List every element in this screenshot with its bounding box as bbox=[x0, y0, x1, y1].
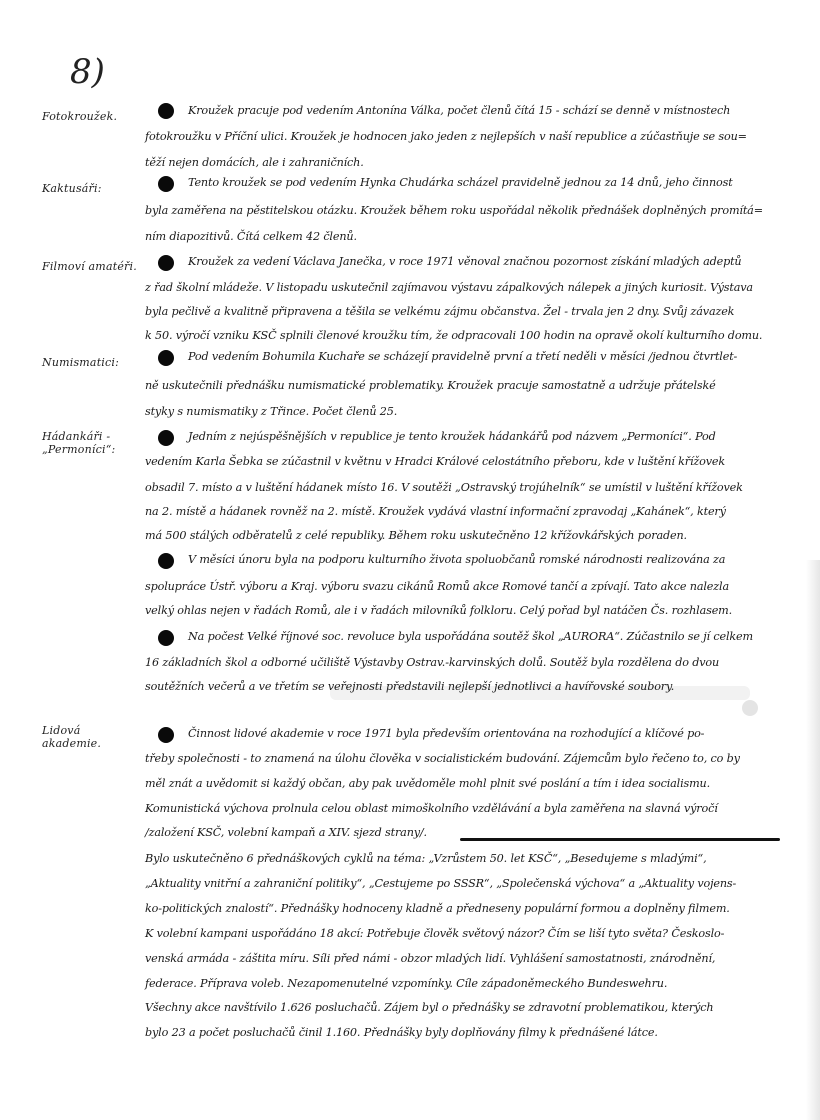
section-line: Činnost lidové akademie v roce 1971 byla především orientována na rozhodující a klíčové po- bbox=[188, 727, 705, 740]
section-line: /založení KSČ, volební kampaň a XIV. sjezd strany/. bbox=[145, 826, 427, 839]
section-line: bylo 23 a počet posluchačů činil 1.160. Přednášky byly doplňovány filmy k přednášené látce. bbox=[145, 1026, 658, 1039]
section-line: velký ohlas nejen v řadách Romů, ale i v řadách milovníků folkloru. Celý pořad byl natáčen Čs. rozhlasem. bbox=[145, 604, 733, 617]
section-line: styky s numismatiky z Třince. Počet členů 25. bbox=[145, 405, 398, 418]
section-line: byla pečlivě a kvalitně připravena a těšila se velkému zájmu občanstva. Žel - trvala jen 2 dny. Svůj závazek bbox=[145, 305, 735, 318]
section-line: vedením Karla Šebka se zúčastnil v květnu v Hradci Králové celostátního přeboru, kde v luštění křížovek bbox=[145, 455, 726, 468]
section-line: Všechny akce navštívilo 1.626 posluchačů. Zájem byl o přednášky se zdravotní problematikou, kterých bbox=[145, 1001, 714, 1014]
bullet-icon bbox=[158, 727, 174, 743]
section-line: fotokroužku v Příční ulici. Kroužek je hodnocen jako jeden z nejlepších v naší republice a zúčastňuje se sou= bbox=[145, 130, 747, 143]
section-line: na 2. místě a hádanek rovněž na 2. místě. Kroužek vydává vlastní informační zpravodaj „Kahánek“, který bbox=[145, 505, 726, 518]
bullet-icon bbox=[158, 350, 174, 366]
section-line: Kroužek pracuje pod vedením Antonína Válka, počet členů čítá 15 - schází se denně v místnostech bbox=[188, 104, 731, 117]
section-line: ně uskutečnili přednášku numismatické problematiky. Kroužek pracuje samostatně a udržuje přátelské bbox=[145, 379, 716, 392]
section-label-lidova-akademie: Lidová akademie. bbox=[42, 724, 102, 750]
section-line: Na počest Velké říjnové soc. revoluce byla uspořádána soutěž škol „AURORA“. Zúčastnilo se jí celkem bbox=[188, 630, 753, 643]
section-line: těží nejen domácích, ale i zahraničních. bbox=[145, 156, 364, 169]
underline-rule bbox=[460, 838, 780, 841]
bullet-icon bbox=[158, 430, 174, 446]
section-line: Jedním z nejúspěšnějších v republice je tento kroužek hádankářů pod názvem „Permoníci“. Pod bbox=[188, 430, 716, 443]
section-line: ním diapozitivů. Čítá celkem 42 členů. bbox=[145, 230, 357, 243]
section-line: Kroužek za vedení Václava Janečka, v roce 1971 věnoval značnou pozornost získání mladých adeptů bbox=[188, 255, 742, 268]
section-line: soutěžních večerů a ve třetím se veřejnosti představili nejlepší jednotlivci a havířovské soubory. bbox=[145, 680, 675, 693]
section-line: Tento kroužek se pod vedením Hynka Chudárka scházel pravidelně jednou za 14 dnů, jeho činnost bbox=[188, 176, 733, 189]
section-label-kaktusari: Kaktusáři: bbox=[42, 182, 102, 195]
bullet-icon bbox=[158, 553, 174, 569]
bullet-icon bbox=[158, 255, 174, 271]
section-line: k 50. výročí vzniku KSČ splnili členové kroužku tím, že odpracovali 100 hodin na opravě okolí kulturního domu. bbox=[145, 329, 763, 342]
section-line: venská armáda - záštita míru. Síli před námi - obzor mladých lidí. Vyhlášení samostatnosti, znárodnění, bbox=[145, 952, 716, 965]
section-line: má 500 stálých odběratelů z celé republiky. Během roku uskutečněno 12 křížovkářských poraden. bbox=[145, 529, 687, 542]
section-line: byla zaměřena na pěstitelskou otázku. Kroužek během roku uspořádal několik přednášek doplněných promítá= bbox=[145, 204, 763, 217]
section-label-numismatici: Numismatici: bbox=[42, 356, 120, 369]
section-line: z řad školní mládeže. V listopadu uskutečnil zajímavou výstavu zápalkových nálepek a jiných kuriosit. Výstava bbox=[145, 281, 753, 294]
section-line: K volební kampani uspořádáno 18 akcí: Potřebuje člověk světový názor? Čím se liší tyto světa? Českoslo- bbox=[145, 927, 725, 940]
page-number: 8) bbox=[70, 52, 105, 92]
section-line: Bylo uskutečněno 6 přednáškových cyklů na téma: „Vzrůstem 50. let KSČ“, „Besedujeme s mladými“, bbox=[145, 852, 707, 865]
section-line: měl znát a uvědomit si každý občan, aby pak uvědoměle mohl plnit své poslání a tím i idea socialismu. bbox=[145, 777, 711, 790]
section-line: V měsíci únoru byla na podporu kulturního života spoluobčanů romské národnosti realizována za bbox=[188, 553, 726, 566]
section-line: obsadil 7. místo a v luštění hádanek místo 16. V soutěži „Ostravský trojúhelník“ se umístil v luštění křížovek bbox=[145, 481, 743, 494]
section-label-hadankari: Hádankáři - „Permoníci“: bbox=[42, 430, 116, 456]
section-line: Komunistická výchova prolnula celou oblast mimoškolního vzdělávání a byla zaměřena na slavná výročí bbox=[145, 802, 718, 815]
section-line: „Aktuality vnitřní a zahraniční politiky“, „Cestujeme po SSSR“, „Společenská výchova“ a „Aktuality vojens- bbox=[145, 877, 737, 890]
bleed-through-dot bbox=[742, 700, 758, 716]
section-line: Pod vedením Bohumila Kuchaře se scházejí pravidelně první a třetí neděli v měsíci /jednou čtvrtlet- bbox=[188, 350, 738, 363]
bullet-icon bbox=[158, 630, 174, 646]
bullet-icon bbox=[158, 103, 174, 119]
section-line: federace. Příprava voleb. Nezapomenutelné vzpomínky. Cíle západoněmeckého Bundeswehru. bbox=[145, 977, 668, 990]
scan-edge-shadow bbox=[806, 560, 820, 1120]
section-line: spolupráce Ústř. výboru a Kraj. výboru svazu cikánů Romů akce Romové tančí a zpívají. Tato akce nalezla bbox=[145, 580, 729, 593]
section-line: ko-politických znalostí“. Přednášky hodnoceny kladně a předneseny populární formou a doplněny filmem. bbox=[145, 902, 730, 915]
section-label-filmovi-amateri: Filmoví amatéři. bbox=[42, 260, 137, 273]
section-label-fotokrouzek: Fotokroužek. bbox=[42, 110, 118, 123]
section-line: třeby společnosti - to znamená na úlohu člověka v socialistickém budování. Zájemcům bylo řečeno to, co by bbox=[145, 752, 740, 765]
bullet-icon bbox=[158, 176, 174, 192]
section-line: 16 základních škol a odborné učiliště Výstavby Ostrav.-karvinských dolů. Soutěž byla rozdělena do dvou bbox=[145, 656, 720, 669]
